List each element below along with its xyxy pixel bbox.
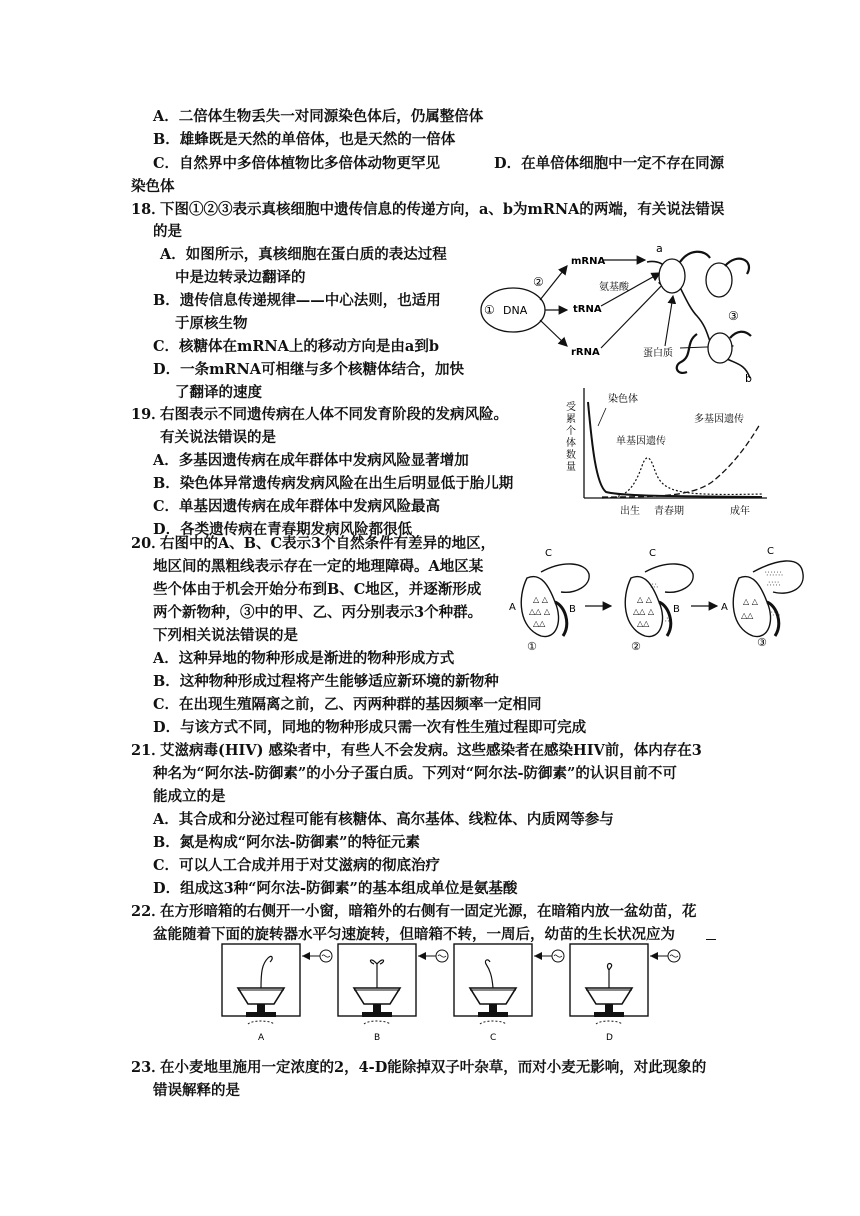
q19-option-b: B．染色体异常遗传病发病风险在出生后明显低于胎儿期 <box>153 475 514 492</box>
q20-stem-3: 些个体由于机会开始分布到B、C地区，并逐渐形成 <box>153 581 482 598</box>
q21-stem-2: 种名为“阿尔法-防御素”的小分子蛋白质。下列对“阿尔法-防御素”的认识目前不可 <box>153 765 677 782</box>
option-c-box <box>454 944 564 1043</box>
q20-option-a: A．这种异地的物种形成是渐进的物种形成方式 <box>153 650 455 667</box>
q20-option-d: D．与该方式不同，同地的物种形成只需一次有性生殖过程即可完成 <box>153 719 587 736</box>
svg-text:△△: △△ <box>637 619 650 628</box>
region-a-label: A <box>509 602 516 613</box>
svg-text:∵∴: ∵∴ <box>771 610 780 618</box>
q18-option-a: A．如图所示，真核细胞在蛋白质的表达过程 <box>160 246 447 263</box>
q21-stem: 艾滋病毒(HIV) 感染者中，有些人不会发病。这些感染者在感染HIV前，体内存在3 <box>160 742 702 759</box>
q19-option-d: D．各类遗传病在青春期发病风险都很低 <box>153 521 413 538</box>
ribosome <box>659 259 685 293</box>
trna-label: tRNA <box>573 304 602 315</box>
mrna-label: mRNA <box>571 256 606 267</box>
ylabel-char-4: 体 <box>566 438 576 449</box>
stage-3-label: ③ <box>757 636 767 649</box>
svg-text:∴: ∴ <box>665 616 670 624</box>
q19-risk-chart <box>562 386 777 520</box>
q22-seedling-figure <box>218 942 688 1046</box>
q18-option-c: C．核糖体在mRNA上的移动方向是由a到b <box>153 338 439 355</box>
q22-number: 22． <box>131 903 166 920</box>
svg-text:∵∴∵∴: ∵∴∵∴ <box>765 570 783 578</box>
region-b-label: B <box>569 604 576 615</box>
q21-option-d: D．组成这3种“阿尔法-防御素”的基本组成单位是氨基酸 <box>153 880 518 897</box>
q18-gene-expression-figure <box>475 238 765 388</box>
option-d-label: D <box>606 1033 613 1043</box>
q18-option-b-cont: 于原核生物 <box>175 315 248 332</box>
stage-1 <box>509 548 589 652</box>
x-tick-puberty: 青春期 <box>654 506 684 517</box>
option-d-box <box>570 944 680 1043</box>
stage-3 <box>721 546 803 649</box>
region-a-label-3: A <box>721 602 728 613</box>
svg-text:△ △: △ △ <box>743 597 758 606</box>
ylabel-char-1: 受 <box>566 402 576 413</box>
legend-chromosome: 染色体 <box>608 394 638 405</box>
q18-option-b: B．遗传信息传递规律——中心法则，也适用 <box>153 292 441 309</box>
q20-stem-4: 两个新物种，③中的甲、乙、丙分别表示3个种群。 <box>153 604 483 621</box>
legend-multigene: 多基因遗传 <box>694 414 744 425</box>
svg-text:△ △: △ △ <box>637 595 652 604</box>
q19-option-a: A．多基因遗传病在成年群体中发病风险显著增加 <box>153 452 469 469</box>
q19-option-c: C．单基因遗传病在成年群体中发病风险最高 <box>153 498 441 515</box>
q21-stem-3: 能成立的是 <box>153 788 226 805</box>
region-b-label-2: B <box>673 604 680 615</box>
stage-1-label: ① <box>527 640 537 652</box>
q17-option-d-cont: 染色体 <box>131 178 175 195</box>
q19-stem-cont: 有关说法错误的是 <box>160 429 276 446</box>
q22-stem: 在方形暗箱的右侧开一小窗，暗箱外的右侧有一固定光源，在暗箱内放一盆幼苗，花 <box>160 903 697 920</box>
answer-blank <box>706 927 716 940</box>
label-3: ③ <box>728 309 739 323</box>
rrna-label: rRNA <box>571 347 600 358</box>
q21-option-c: C．可以人工合成并用于对艾滋病的彻底治疗 <box>153 857 441 874</box>
end-b-label: b <box>745 372 752 385</box>
region-c-label-2: C <box>649 548 656 559</box>
svg-text:∴∵∴: ∴∵∴ <box>767 580 781 588</box>
region-c-label-3: C <box>767 546 774 557</box>
amino-acid-label: 氨基酸 <box>599 282 629 293</box>
q18-number: 18． <box>131 201 166 218</box>
q20-stem-5: 下列相关说法错误的是 <box>153 627 298 644</box>
svg-text:∵∴: ∵∴ <box>649 582 658 590</box>
q21-option-b: B．氮是构成“阿尔法-防御素”的特征元素 <box>153 834 420 851</box>
q22-stem-2: 盆能随着下面的旋转器水平匀速旋转，但暗箱不转，一周后，幼苗的生长状况应为 <box>153 926 675 943</box>
q20-stem: 右图中的A、B、C表示3个自然条件有差异的地区， <box>160 535 496 552</box>
q19-number: 19． <box>131 406 166 423</box>
dna-label: DNA <box>503 304 528 317</box>
stage-2 <box>625 548 693 652</box>
ribosome <box>708 333 732 363</box>
series-single-gene <box>602 458 762 498</box>
ribosome <box>706 263 732 297</box>
label-1: ① <box>484 303 495 317</box>
series-multigene <box>602 424 760 497</box>
q19-stem: 右图表示不同遗传病在人体不同发育阶段的发病风险。 <box>160 406 508 423</box>
q23-stem: 在小麦地里施用一定浓度的2，4-D能除掉双子叶杂草，而对小麦无影响，对此现象的 <box>160 1059 707 1076</box>
q21-option-a: A．其合成和分泌过程可能有核糖体、高尔基体、线粒体、内质网等参与 <box>153 811 614 828</box>
ylabel-char-3: 个 <box>566 426 576 437</box>
q20-speciation-figure <box>505 540 805 652</box>
q20-stem-2: 地区间的黑粗线表示存在一定的地理障碍。A地区某 <box>153 558 484 575</box>
q21-number: 21． <box>131 742 166 759</box>
svg-text:△△ △: △△ △ <box>633 607 654 616</box>
q17-option-b: B．雄蜂既是天然的单倍体，也是天然的一倍体 <box>153 131 456 148</box>
end-a-label: a <box>656 242 663 255</box>
x-tick-adult: 成年 <box>730 506 750 517</box>
q20-number: 20． <box>131 535 166 552</box>
q18-option-d-cont: 了翻译的速度 <box>175 384 262 401</box>
ylabel-char-6: 量 <box>566 462 576 473</box>
q23-stem-2: 错误解释的是 <box>153 1082 240 1099</box>
option-b-box <box>338 944 448 1043</box>
q17-option-a: A．二倍体生物丢失一对同源染色体后，仍属整倍体 <box>153 108 484 125</box>
q20-option-c: C．在出现生殖隔离之前，乙、丙两种群的基因频率一定相同 <box>153 696 542 713</box>
q17-option-d: D．在单倍体细胞中一定不存在同源 <box>494 155 725 172</box>
option-c-label: C <box>490 1033 497 1043</box>
protein-label: 蛋白质 <box>643 348 673 359</box>
label-2: ② <box>533 275 544 289</box>
x-tick-birth: 出生 <box>620 506 640 517</box>
ylabel-char-2: 累 <box>566 414 576 425</box>
q18-option-a-cont: 中是边转录边翻译的 <box>175 269 306 286</box>
option-b-label: B <box>374 1033 381 1043</box>
q18-stem-cont: 的是 <box>153 223 182 240</box>
option-a-label: A <box>258 1033 265 1043</box>
q17-option-c: C．自然界中多倍体植物比多倍体动物更罕见 <box>153 155 441 172</box>
svg-text:△△ △: △△ △ <box>529 607 550 616</box>
q23-number: 23． <box>131 1059 166 1076</box>
region-c-label: C <box>545 548 552 559</box>
stage-2-label: ② <box>631 640 641 652</box>
svg-text:△△: △△ <box>741 611 754 620</box>
ylabel-char-5: 数 <box>566 450 576 461</box>
option-a-box <box>222 944 332 1043</box>
legend-single-gene: 单基因遗传 <box>616 436 666 447</box>
q18-stem: 下图①②③表示真核细胞中遗传信息的传递方向，a、b为mRNA的两端，有关说法错误 <box>160 201 725 218</box>
q20-option-b: B．这种物种形成过程将产生能够适应新环境的新物种 <box>153 673 499 690</box>
svg-text:△ △: △ △ <box>533 595 548 604</box>
q18-option-d: D．一条mRNA可相继与多个核糖体结合，加快 <box>153 361 464 378</box>
svg-text:△△: △△ <box>533 619 546 628</box>
